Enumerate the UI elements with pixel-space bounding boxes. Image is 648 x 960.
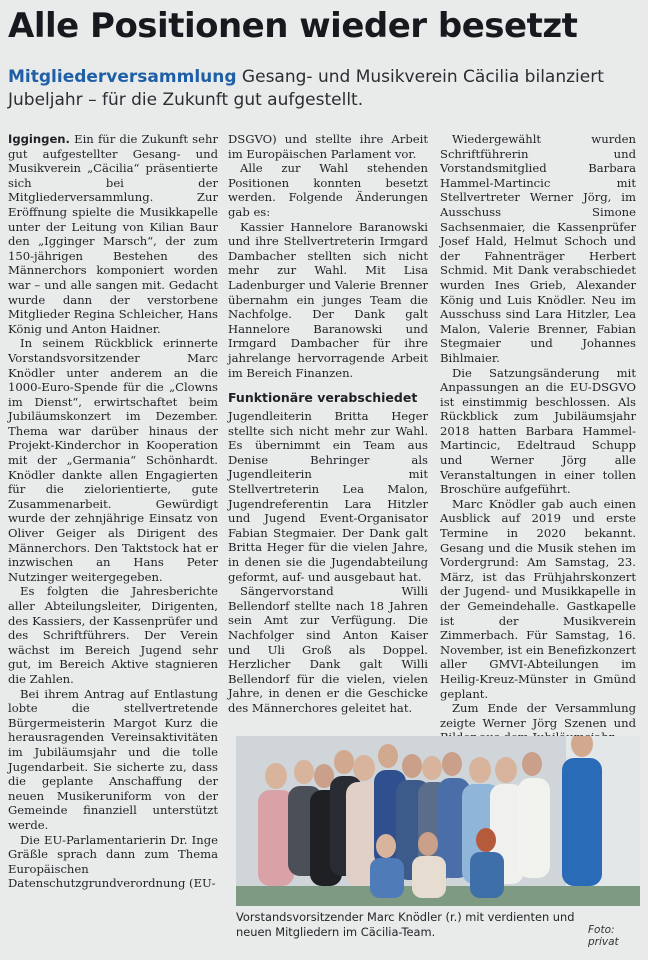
kicker: Mitgliederversammlung — [8, 67, 237, 87]
paragraph-text: Ein für die Zukunft sehr gut aufgestellter Gesang- und Musikverein „Cäcilia“ präsentierte sich bei der Mitgliederversammlung. Zur Eröffnung spielte die Musikkapelle unter der Leitung von Kilian Baur den „Igginger Marsch“, der zum 150-jährigen Bestehen des Männerchors komponiert worden war – und alle sangen mit. Gedacht wurde dann der verstorbene Mitglieder Regina Schleicher, Hans König und Anton Haidner. — [8, 132, 218, 336]
paragraph: Alle zur Wahl stehenden Positionen konnten besetzt werden. Folgende Änderungen gab es: — [228, 161, 428, 219]
paragraph: Die EU-Parlamentarierin Dr. Inge Gräßle sprach dann zum Thema Europäischen Datenschutzgrundverordnung (EU- — [8, 832, 218, 891]
paragraph: Jugendleiterin Britta Heger stellte sich nicht mehr zur Wahl. Es übernimmt ein Team aus Denise Behringer als Jugendleiterin mit Stellvertreterin Lea Malon, Jugendreferentin Lara Hitzler und Jugend Event-Organisator Fabian Stegmaier. Der Dank galt Britta Heger für die vielen Jahre, in denen sie die Jugendabteilung geformt, auf- und ausgebaut hat. — [228, 409, 428, 584]
paragraph: Wiedergewählt wurden Schriftführerin und Vorstandsmitglied Barbara Hammel-Martincic mit Stellvertreter Werner Jörg, im Ausschuss Simone Sachsenmaier, die Kassenprüfer Josef Hald, Helmut Schoch und der Fahnenträger Herbert Schmid. Mit Dank verabschiedet wurden Ines Grieb, Alexander König und Luis Knödler. Neu im Ausschuss sind Lara Hitzler, Lea Malon, Valerie Brenner, Fabian Stegmaier und Johannes Bihlmaier. — [440, 132, 636, 365]
column-2 — [228, 132, 428, 716]
subheadline — [8, 66, 636, 112]
group-photo-illustration — [236, 736, 640, 906]
headline: Alle Positionen wieder besetzt — [8, 6, 578, 46]
paragraph: Sängervorstand Willi Bellendorf stellte nach 18 Jahren sein Amt zur Verfügung. Die Nachfolger sind Anton Kaiser und Uli Groß als Doppel. Herzlicher Dank galt Willi Bellendorf für die vielen, vielen Jahre, in denen er die Geschicke des Männerchores geleitet hat. — [228, 584, 428, 715]
subhead-text: Gesang- und Musikverein Cäcilia bilanziert Jubeljahr – für die Zukunft gut aufgestellt. — [8, 67, 604, 110]
paragraph: Marc Knödler gab auch einen Ausblick auf 2019 und erste Termine in 2020 bekannt. Gesang und die Musik stehen im Vordergrund: Am Samstag, 23. März, ist das Frühjahrskonzert der Jugend- und Musikkapelle in der Gemeindehalle. Gastkapelle ist der Musikverein Zimmerbach. Für Samstag, 16. November, ist ein Benefizkonzert aller GMVI-Abteilungen im Heilig-Kreuz-Münster in Gmünd geplant. — [440, 496, 636, 701]
photo-caption: Vorstandsvorsitzender Marc Knödler (r.) mit verdienten und neuen Mitgliedern im Cäcilia-Team. — [236, 910, 575, 939]
paragraph: Die Satzungsänderung mit Anpassungen an die EU-DSGVO ist einstimmig beschlossen. Als Rückblick zum Jubiläumsjahr 2018 hatten Barbara Hammel-Martincic, Edeltraud Schupp und Werner Jörg alle Veranstaltungen in einer tollen Broschüre aufgeführt. — [440, 365, 636, 497]
column-1 — [8, 132, 218, 891]
dateline: Iggingen. — [8, 132, 70, 146]
paragraph: Kassier Hannelore Baranowski und ihre Stellvertreterin Irmgard Dambacher stellten sich nicht mehr zur Wahl. Mit Lisa Ladenburger und Valerie Brenner übernahm ein junges Team die Nachfolge. Der Dank galt Hannelore Baranowski und Irmgard Dambacher für ihre jahrelange hervorragende Arbeit im Bereich Finanzen. — [228, 219, 428, 380]
paragraph: In seinem Rückblick erinnerte Vorstandsvorsitzender Marc Knödler unter anderem an die 1000-Euro-Spende für die „Clowns im Dienst“, erwirtschaftet beim Jubiläumskonzert im Dezember. Thema war darüber hinaus der Projekt-Kinderchor in Kooperation mit der „Germania“ Schönhardt. Knödler dankte allen Engagierten für die zielorientierte, gute Zusammenarbeit. Gewürdigt wurde der zehnjährige Einsatz von Oliver Geiger als Dirigent des Männerchors. Den Taktstock hat er inzwischen an Hans Peter Nutzinger weitergegeben. — [8, 336, 218, 584]
paragraph: Bei ihrem Antrag auf Entlastung lobte die stellvertretende Bürgermeisterin Margot Kurz die herausragenden Vereinsaktivitäten im Jubiläumsjahr und die tolle Jugendarbeit. Sie sicherte zu, dass die geplante Anschaffung der neuen Musikeruniform von der Gemeinde finanziell unterstützt werde. — [8, 686, 218, 832]
photo-credit: Foto: privat — [588, 924, 619, 948]
paragraph: DSGVO) und stellte ihre Arbeit im Europäischen Parlament vor. — [228, 132, 428, 161]
paragraph — [8, 132, 218, 336]
paragraph: Zum Ende der Versammlung zeigte Werner Jörg Szenen und — [440, 701, 636, 730]
section-subtitle: Funktionäre verabschiedet — [228, 390, 418, 406]
paragraph: Es folgten die Jahresberichte aller Abteilungsleiter, Dirigenten, des Kassiers, der Kassenprüfer und des Schriftführers. Der Verein wächst im Bereich Jugend sehr gut, im Bereich Aktive stagnieren die Zahlen. — [8, 584, 218, 686]
column-3 — [440, 132, 636, 745]
group-photo — [236, 736, 640, 906]
